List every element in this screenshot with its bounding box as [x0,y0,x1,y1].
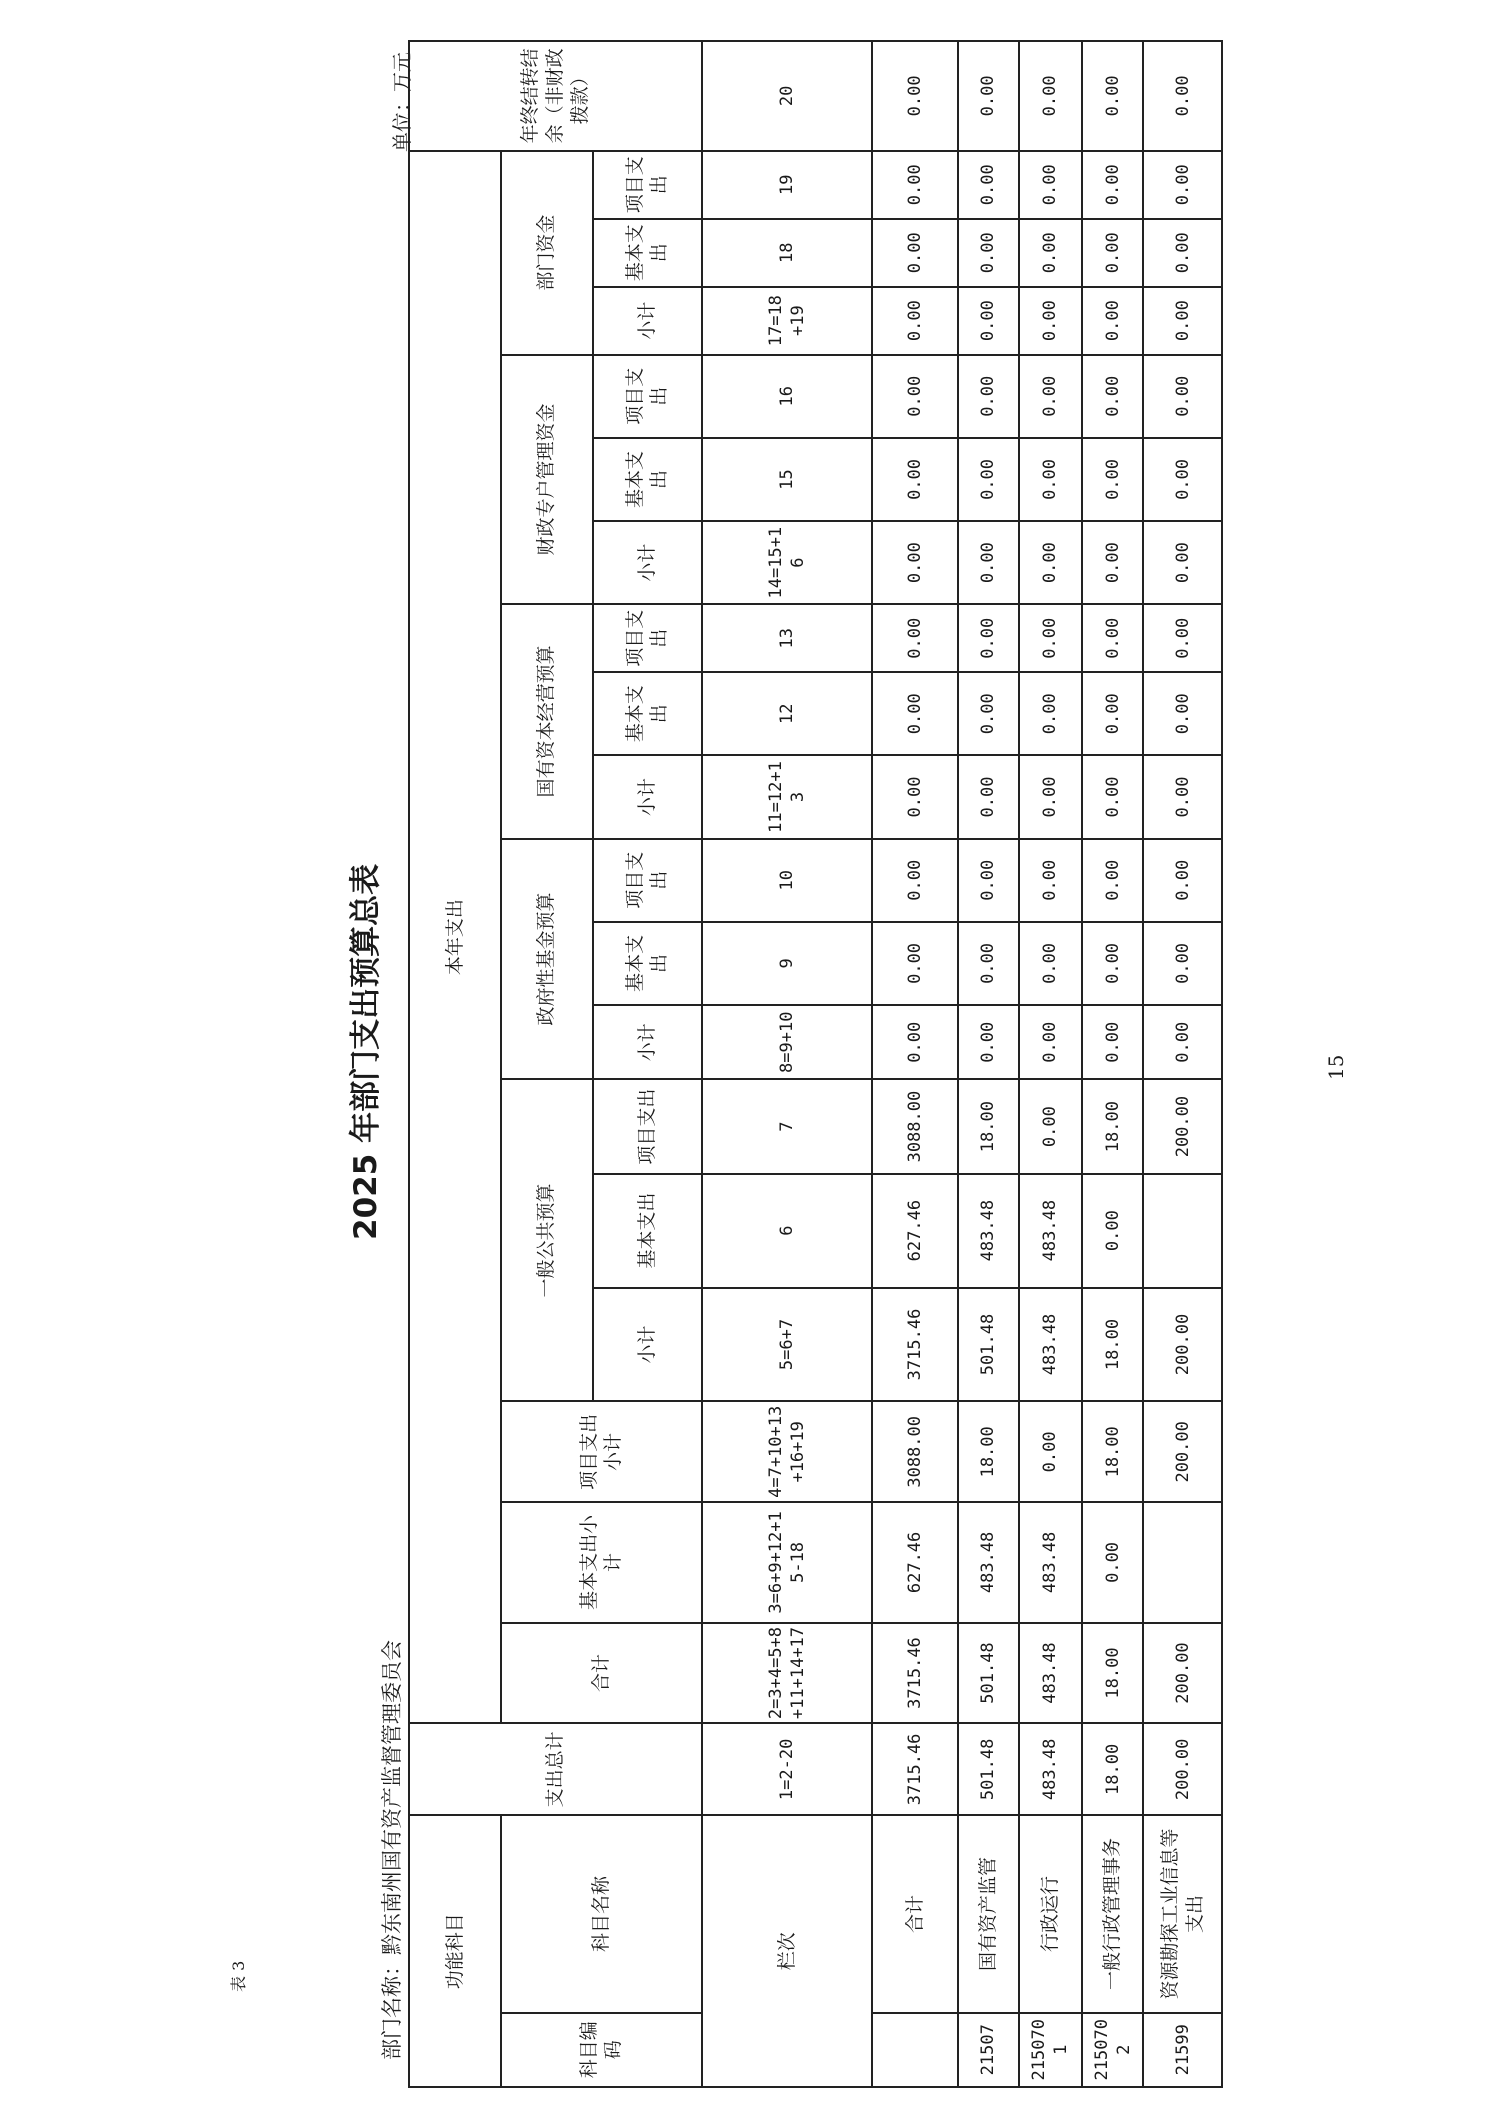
cell-c5: 200.00 [1143,1288,1222,1402]
header-name: 科目名称 [501,1815,702,2012]
hdr-fs-project: 项目支出 [593,355,702,438]
colnum-6: 6 [702,1174,872,1288]
cell-c10: 0.00 [1143,839,1222,922]
hdr-sc-basic: 基本支出 [593,672,702,755]
header-carryover: 年终结转结余（非财政拨款） [409,41,702,151]
cell-c12: 0.00 [958,672,1019,755]
header-gov-fund: 政府性基金预算 [501,839,593,1080]
cell-c9: 0.00 [958,922,1019,1005]
hdr-gp-subtotal: 小计 [593,1288,702,1402]
cell-c5: 3715.46 [872,1288,957,1402]
table-row [872,41,957,2087]
cell-c15: 0.00 [1019,438,1082,521]
header-dept-funds: 部门资金 [501,151,593,355]
cell-c17: 0.00 [1143,287,1222,355]
cell-c6: 0.00 [1082,1174,1143,1288]
cell-c5: 483.48 [1019,1288,1082,1402]
cell-c2: 501.48 [958,1623,1019,1724]
cell-c14: 0.00 [1019,521,1082,604]
cell-c16: 0.00 [1019,355,1082,438]
cell-c12: 0.00 [1143,672,1222,755]
hdr-df-basic: 基本支出 [593,219,702,287]
cell-c17: 0.00 [1082,287,1143,355]
cell-c19: 0.00 [1143,151,1222,219]
cell-code: 21599 [1143,2013,1222,2087]
table-row [1143,41,1222,2087]
cell-c1: 501.48 [958,1723,1019,1815]
cell-c18: 0.00 [872,219,957,287]
header-project-sub: 项目支出小计 [501,1401,702,1502]
cell-name: 行政运行 [1019,1815,1082,2012]
cell-name: 资源勘探工业信息等支出 [1143,1815,1222,2012]
cell-c13: 0.00 [1143,604,1222,672]
cell-c4: 3088.00 [872,1401,957,1502]
header-general-public: 一般公共预算 [501,1080,593,1402]
colnum-3: 3=6+9+12+15-18 [702,1502,872,1622]
cell-c8: 0.00 [1019,1005,1082,1079]
colnum-15: 15 [702,438,872,521]
colnum-18: 18 [702,219,872,287]
colnum-13: 13 [702,604,872,672]
cell-c13: 0.00 [958,604,1019,672]
cell-c20: 0.00 [1019,41,1082,151]
cell-c9: 0.00 [872,922,957,1005]
cell-c11: 0.00 [872,755,957,838]
cell-c12: 0.00 [1082,672,1143,755]
page-number: 15 [1324,1054,1348,1080]
colnum-11: 11=12+13 [702,755,872,838]
header-func-subject: 功能科目 [409,1815,501,2087]
hdr-sc-project: 项目支出 [593,604,702,672]
hdr-fs-subtotal: 小计 [593,521,702,604]
cell-c19: 0.00 [1082,151,1143,219]
cell-c5: 18.00 [1082,1288,1143,1402]
cell-c3: 627.46 [872,1502,957,1622]
hdr-df-subtotal: 小计 [593,287,702,355]
cell-c14: 0.00 [872,521,957,604]
cell-c17: 0.00 [958,287,1019,355]
cell-c10: 0.00 [958,839,1019,922]
cell-c13: 0.00 [1082,604,1143,672]
cell-name: 一般行政管理事务 [1082,1815,1143,2012]
cell-c4: 18.00 [1082,1401,1143,1502]
cell-c19: 0.00 [1019,151,1082,219]
cell-c7: 3088.00 [872,1080,957,1174]
hdr-gp-basic: 基本支出 [593,1174,702,1288]
cell-c3: 483.48 [1019,1502,1082,1622]
cell-c19: 0.00 [958,151,1019,219]
cell-c1: 18.00 [1082,1723,1143,1815]
cell-c14: 0.00 [958,521,1019,604]
colnum-1: 1=2-20 [702,1723,872,1815]
cell-c3: 0.00 [1082,1502,1143,1622]
budget-table [408,40,1223,2088]
cell-c11: 0.00 [1019,755,1082,838]
cell-c9: 0.00 [1143,922,1222,1005]
cell-c18: 0.00 [958,219,1019,287]
column-number-label: 栏次 [702,1815,872,2087]
budget-table-container [408,40,1223,2088]
cell-c15: 0.00 [958,438,1019,521]
cell-c8: 0.00 [872,1005,957,1079]
cell-c20: 0.00 [872,41,957,151]
cell-c15: 0.00 [872,438,957,521]
cell-c4: 0.00 [1019,1401,1082,1502]
cell-c11: 0.00 [958,755,1019,838]
cell-c19: 0.00 [872,151,957,219]
data-rows [872,41,1222,2087]
cell-c11: 0.00 [1143,755,1222,838]
hdr-gf-subtotal: 小计 [593,1005,702,1079]
colnum-19: 19 [702,151,872,219]
colnum-5: 5=6+7 [702,1288,872,1402]
cell-c10: 0.00 [1082,839,1143,922]
header-state-capital: 国有资本经营预算 [501,604,593,838]
cell-c17: 0.00 [1019,287,1082,355]
cell-c3: 483.48 [958,1502,1019,1622]
cell-c8: 0.00 [1082,1005,1143,1079]
cell-c5: 501.48 [958,1288,1019,1402]
header-current-year: 本年支出 [409,151,501,1724]
cell-c6: 483.48 [958,1174,1019,1288]
cell-c16: 0.00 [958,355,1019,438]
header-total: 支出总计 [409,1723,702,1815]
cell-c6: 627.46 [872,1174,957,1288]
cell-c6 [1143,1174,1222,1288]
cell-c16: 0.00 [1082,355,1143,438]
table-row [958,41,1019,2087]
cell-c9: 0.00 [1019,922,1082,1005]
cell-code [872,2013,957,2087]
header-basic-sub: 基本支出小计 [501,1502,702,1622]
cell-c15: 0.00 [1082,438,1143,521]
cell-c10: 0.00 [1019,839,1082,922]
cell-c2: 200.00 [1143,1623,1222,1724]
cell-c16: 0.00 [872,355,957,438]
colnum-2: 2=3+4=5+8+11+14+17 [702,1623,872,1724]
colnum-9: 9 [702,922,872,1005]
header-code: 科目编码 [501,2013,702,2087]
colnum-8: 8=9+10 [702,1005,872,1079]
cell-c7: 18.00 [1082,1080,1143,1174]
cell-c3 [1143,1502,1222,1622]
cell-c17: 0.00 [872,287,957,355]
cell-c8: 0.00 [1143,1005,1222,1079]
header-heji: 合计 [501,1623,702,1724]
colnum-16: 16 [702,355,872,438]
cell-c2: 3715.46 [872,1623,957,1724]
colnum-20: 20 [702,41,872,151]
page-label: 表 3 [229,1960,248,1992]
colnum-17: 17=18+19 [702,287,872,355]
cell-c7: 18.00 [958,1080,1019,1174]
colnum-10: 10 [702,839,872,922]
cell-c12: 0.00 [1019,672,1082,755]
header-fiscal-special: 财政专户管理资金 [501,355,593,605]
cell-c16: 0.00 [1143,355,1222,438]
cell-c12: 0.00 [872,672,957,755]
cell-c13: 0.00 [1019,604,1082,672]
cell-c9: 0.00 [1082,922,1143,1005]
cell-c10: 0.00 [872,839,957,922]
hdr-sc-subtotal: 小计 [593,755,702,838]
cell-c20: 0.00 [1143,41,1222,151]
cell-c2: 483.48 [1019,1623,1082,1724]
cell-c13: 0.00 [872,604,957,672]
page-title: 2025 年部门支出预算总表 [348,863,384,1240]
cell-c4: 18.00 [958,1401,1019,1502]
colnum-12: 12 [702,672,872,755]
cell-c1: 483.48 [1019,1723,1082,1815]
cell-c4: 200.00 [1143,1401,1222,1502]
cell-c8: 0.00 [958,1005,1019,1079]
cell-c15: 0.00 [1143,438,1222,521]
cell-c1: 3715.46 [872,1723,957,1815]
colnum-14: 14=15+16 [702,521,872,604]
cell-c2: 18.00 [1082,1623,1143,1724]
colnum-7: 7 [702,1080,872,1174]
department-name: 部门名称：黔东南州国有资产监督管理委员会 [380,1640,404,2060]
hdr-fs-basic: 基本支出 [593,438,702,521]
cell-c7: 200.00 [1143,1080,1222,1174]
cell-c14: 0.00 [1082,521,1143,604]
hdr-df-project: 项目支出 [593,151,702,219]
cell-c1: 200.00 [1143,1723,1222,1815]
cell-c14: 0.00 [1143,521,1222,604]
unit-label: 单位：万元 [390,52,414,152]
cell-name: 合计 [872,1815,957,2012]
cell-code: 2150701 [1019,2013,1082,2087]
hdr-gf-basic: 基本支出 [593,922,702,1005]
hdr-gp-project: 项目支出 [593,1080,702,1174]
cell-c20: 0.00 [1082,41,1143,151]
colnum-4: 4=7+10+13+16+19 [702,1401,872,1502]
hdr-gf-project: 项目支出 [593,839,702,922]
cell-code: 21507 [958,2013,1019,2087]
cell-c7: 0.00 [1019,1080,1082,1174]
cell-c18: 0.00 [1143,219,1222,287]
cell-c11: 0.00 [1082,755,1143,838]
cell-c18: 0.00 [1019,219,1082,287]
cell-c6: 483.48 [1019,1174,1082,1288]
table-row [1082,41,1143,2087]
cell-name: 国有资产监管 [958,1815,1019,2012]
cell-code: 2150702 [1082,2013,1143,2087]
table-row [1019,41,1082,2087]
cell-c18: 0.00 [1082,219,1143,287]
cell-c20: 0.00 [958,41,1019,151]
column-number-row [702,41,872,2087]
